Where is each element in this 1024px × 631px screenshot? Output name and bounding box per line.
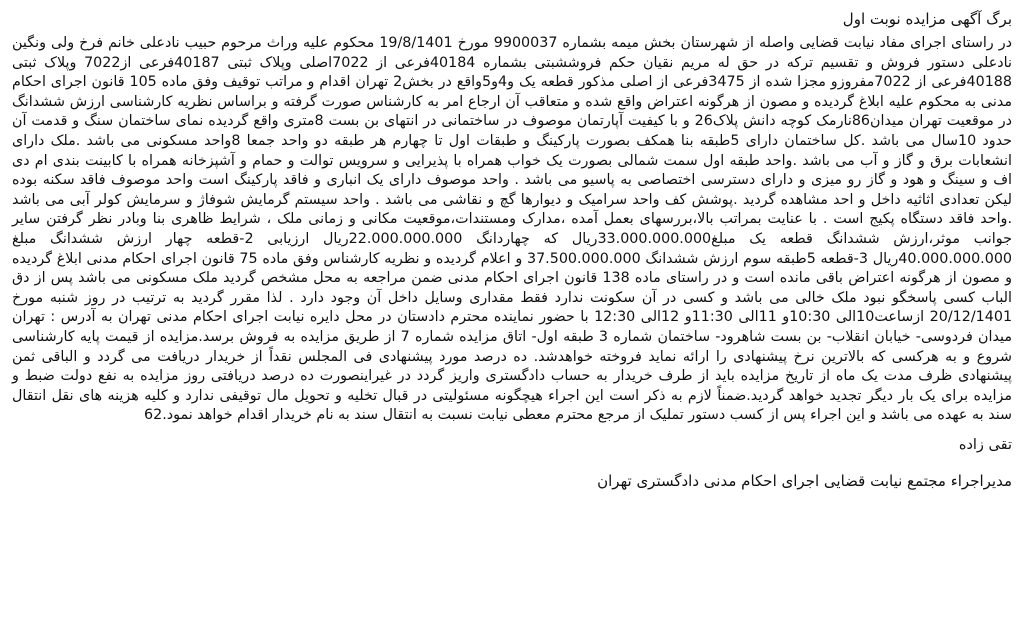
issuing-organization: مدیراجراء مجتمع نیابت قضایی اجرای احکام مدنی دادگستری تهران: [597, 471, 1012, 490]
signer-name: تقی زاده: [958, 436, 1012, 453]
notice-title: برگ آگهی مزایده نوبت اول: [842, 10, 1012, 28]
notice-body: در راستای اجرای مفاد نیابت قضایی واصله از شهرستان بخش میمه بشماره 9900037 مورخ 19/8/1401 محکوم علیه وراث مرحوم حبیب نادعلی خانم فرخ ولی ونگین نادعلی دستور فروش و تقسیم ترکه در حق له مریم نقیان حکم فروششبتی بشماره 40184فرعی از 7022اصلی وپلاک ثبتی 40187فرعی از7022 وپلاک ثبتی 40188فرعی از 7022مفروزو مجزا شده از 3475فرعی از اصلی مذکور قطعه یک و4و5واقع در بخش2 تهران اقدام و مراتب توقیف وفق ماده 105 قانون اجرای احکام مدنی به محکوم علیه ابلاغ گردیده و مصون از هرگونه اعتراض واقع شده و متعاقب آن ارجاع امر به کارشناس صورت گرفته و براساس نظریه کارشناسی ارزش ششدانگ در موقعیت تهران میدان86نارمک کوچه دانش پلاک26 و با کیفیت آپارتمان موصوف در ساختمانی در انتهای بن بست 8متری واقع گردیده نمای ساختمان سنگ و قدمت آن حدود 10سال می باشد .کل ساختمان دارای 5طبقه بنا همکف بصورت پارکینگ و طبقات اول تا چهارم هر طبقه دو واحد جمعا 8واحد مسکونی می باشد .ملک دارای انشعابات برق و گاز و آب می باشد .واحد طبقه اول سمت شمالی بصورت یک خواب همراه با پذیرایی و سرویس توالت و حمام و آشپزخانه همراه با کابینت بندی ام دی اف و سینگ و هود و گاز رو میزی و دارای دسترسی اختصاصی به پاسیو می باشد . واحد موصوف دارای یک انباری و فاقد پارکینگ است واحد موصوف فاقد سکنه بوده لیکن تعدادی اثاثیه داخل و احد مشاهده گردید .پوشش کف واحد سرامیک و دیوارها گچ و نقاشی می باشد . واحد سیستم گرمایش شوفاژ و سرمایش کولر آبی می باشد .واحد فاقد دستگاه پکیج است . با عنایت بمراتب بالا،بررسهای بعمل آمده ،مدارک ومستندات،موقعیت مکانی و زمانی ملک ، شرایط ظاهری بنا وبادر نظر گرفتن سایر جوانب موثر،ارزش ششدانگ قطعه یک مبلغ33.000.000.000ریال که چهاردانگ 22.000.000.000ریال ارزیابی 2-قطعه چهار ارزش ششدانگ مبلغ 40.000.000.000ریال 3-قطعه 5طبقه سوم ارزش ششدانگ 37.500.000.000 و اعلام گردیده و نظریه کارشناس وفق ماده 75 قانون اجرای احکام مدنی ابلاغ گردیده و مصون از هرگونه اعتراض باقی مانده است و در راستای ماده 138 قانون اجرای احکام مدنی ضمن مراجعه به محل مشخص گردید ملک مسکونی می باشد پس از دق الباب کسی پاسخگو نبود ملک خالی می باشد و کسی در آن سکونت ندارد فقط مقداری وسایل داخل آن وجود دارد . لذا مقرر گردید به ترتیب در روز شنبه مورخ 20/12/1401 ازساعت10الی 10:30و 11الی 11:30و 12الی 12:30 با حضور نماینده محترم دادستان در محل دایره نیابت اجرای احکام مدنی تهران به آدرس : تهران میدان فردوسی- خیابان انقلاب- بن بست شاهرود- ساختمان شماره 3 طبقه اول- اتاق مزایده شماره 7 از طریق مزایده به فروش برسد.مزایده از قیمت پایه کارشناسی شروع و به هرکسی که بالاترین نرخ پیشنهادی را ارائه نماید فروخته خواهدشد. ده درصد مورد پیشنهادی فی المجلس نقداً از خریدار دریافت می گردد و الباقی ثمن پیشنهادی ظرف مدت یک ماه از تاریخ مزایده باید از طرف خریدار به حساب دادگستری واریز گردد در غیراینصورت ده درصد دریافتی روز مزایده به نفع دولت ضبط و مزایده برای یک بار دیگر تجدید خواهد گردید.ضمناً لازم به ذکر است این اجراء هیچگونه مسئولیتی در قبال تخلیه و تحویل مال توقیفی ندارد و کلیه هزینه های نقل انتقال سند به عهده می باشد و این اجراء پس از کسب دستور تملیک از مرجع محترم معطی نیابت نسبت به انتقال سند به نام خریدار اقدام خواهد نمود.62: [12, 35, 1013, 424]
